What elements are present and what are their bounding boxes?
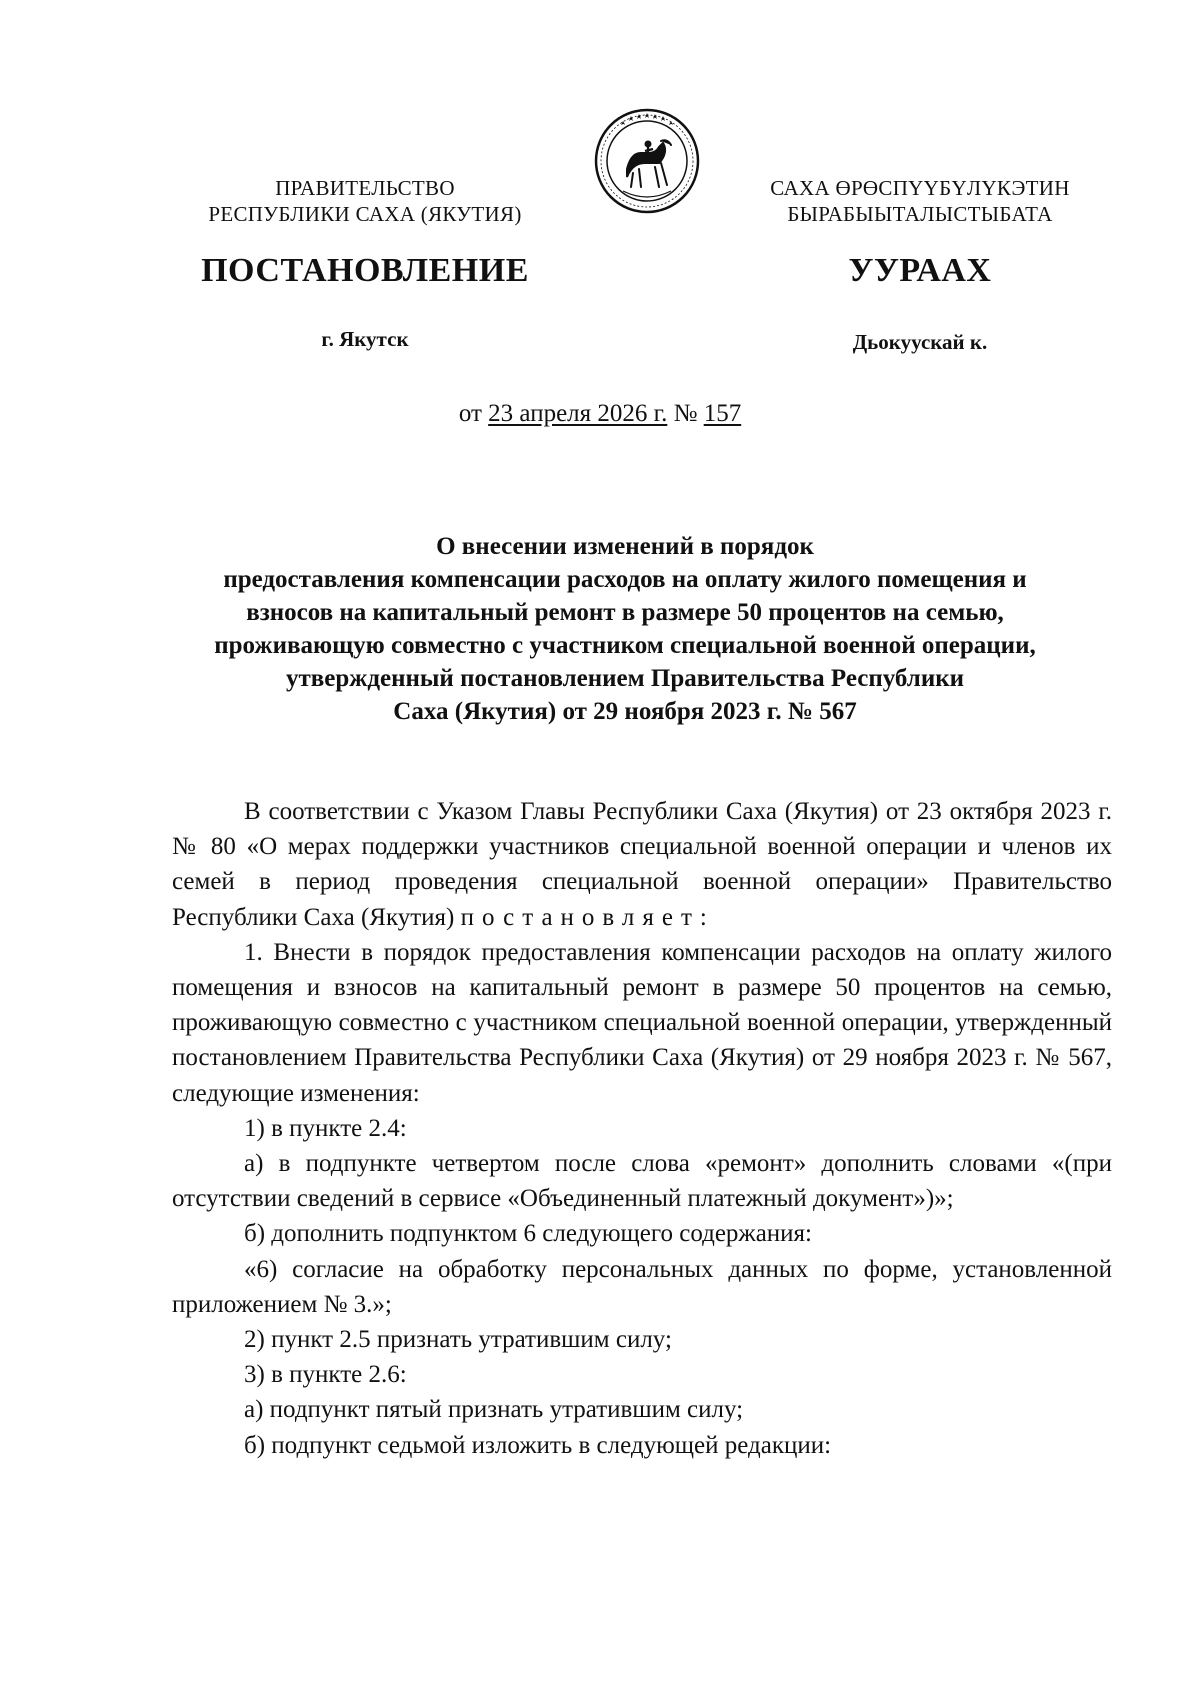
date-number-line	[0, 400, 1200, 428]
resolves-word: постановляет:	[460, 903, 715, 931]
coat-of-arms-emblem-icon	[593, 107, 701, 215]
body-paragraph: а) в подпункте четвертом после слова «ремонт» дополнить словами «(при отсутствии сведений в сервисе «Объединенный платежный документ»)»;	[172, 1150, 1112, 1213]
body-paragraph: 1. Внести в порядок предоставления компенсации расходов на оплату жилого помещения и взносов на капитальный ремонт в размере 50 процентов на семью, проживающую совместно с участником специальной военной операции, утвержденный постановлением Правительства Республики Саха (Якутия) от 29 ноября 2023 г. № 567, следующие изменения:	[172, 938, 1112, 1107]
date-prefix: от	[458, 400, 482, 427]
document-date: 23 апреля 2026 г.	[488, 400, 668, 427]
right-organization-name	[740, 175, 1100, 227]
heading-line: О внесении изменений в порядок	[436, 533, 814, 560]
city-ru: г. Якутск	[321, 327, 409, 351]
right-org-line1: САХА ӨРӨСПҮҮБҮЛҮКЭТИН	[770, 176, 1070, 200]
left-org-line1: ПРАВИТЕЛЬСТВО	[275, 176, 455, 200]
body-paragraph: 1) в пункте 2.4:	[244, 1114, 407, 1142]
heading-line: Саха (Якутия) от 29 ноября 2023 г. № 567	[393, 698, 857, 725]
city-sah: Дьокуускай к.	[852, 330, 988, 354]
preamble-paragraph	[172, 794, 1112, 935]
body-paragraph: а) подпункт пятый признать утратившим силу;	[244, 1396, 744, 1424]
document-heading	[160, 530, 1090, 728]
document-number: 157	[703, 400, 742, 427]
body-paragraph: б) дополнить подпунктом 6 следующего содержания:	[244, 1220, 812, 1248]
preamble-text: В соответствии с Указом Главы Республики Саха (Якутия) от 23 октября 2023 г. № 80 «О мерах поддержки участников специальной военной операции и членов их семей в период проведения специальной военной операции» Правительство Республики Саха (Якутия)	[172, 798, 1112, 931]
number-sign: №	[673, 400, 698, 427]
right-org-line2: БЫРАБЫЫТАЛЫСТЫБАТА	[787, 202, 1053, 226]
heading-line: проживающую совместно с участником специальной военной операции,	[214, 632, 1036, 659]
document-type-title-sah: УУРААХ	[848, 252, 992, 289]
body-paragraph: б) подпункт седьмой изложить в следующей редакции:	[244, 1431, 832, 1459]
heading-line: предоставления компенсации расходов на оплату жилого помещения и	[223, 566, 1027, 593]
document-type-title-ru: ПОСТАНОВЛЕНИЕ	[201, 252, 529, 289]
heading-line: взносов на капитальный ремонт в размере 50 процентов на семью,	[246, 599, 1004, 626]
body-paragraph: «6) согласие на обработку персональных данных по форме, установленной приложением № 3.»;	[172, 1255, 1112, 1318]
body-paragraph: 3) в пункте 2.6:	[244, 1361, 407, 1389]
body-paragraph: 2) пункт 2.5 признать утратившим силу;	[244, 1326, 672, 1354]
left-org-line2: РЕСПУБЛИКИ САХА (ЯКУТИЯ)	[208, 202, 522, 226]
document-body	[172, 794, 1112, 1463]
heading-line: утвержденный постановлением Правительства Республики	[285, 665, 965, 692]
left-organization-name	[180, 175, 550, 227]
